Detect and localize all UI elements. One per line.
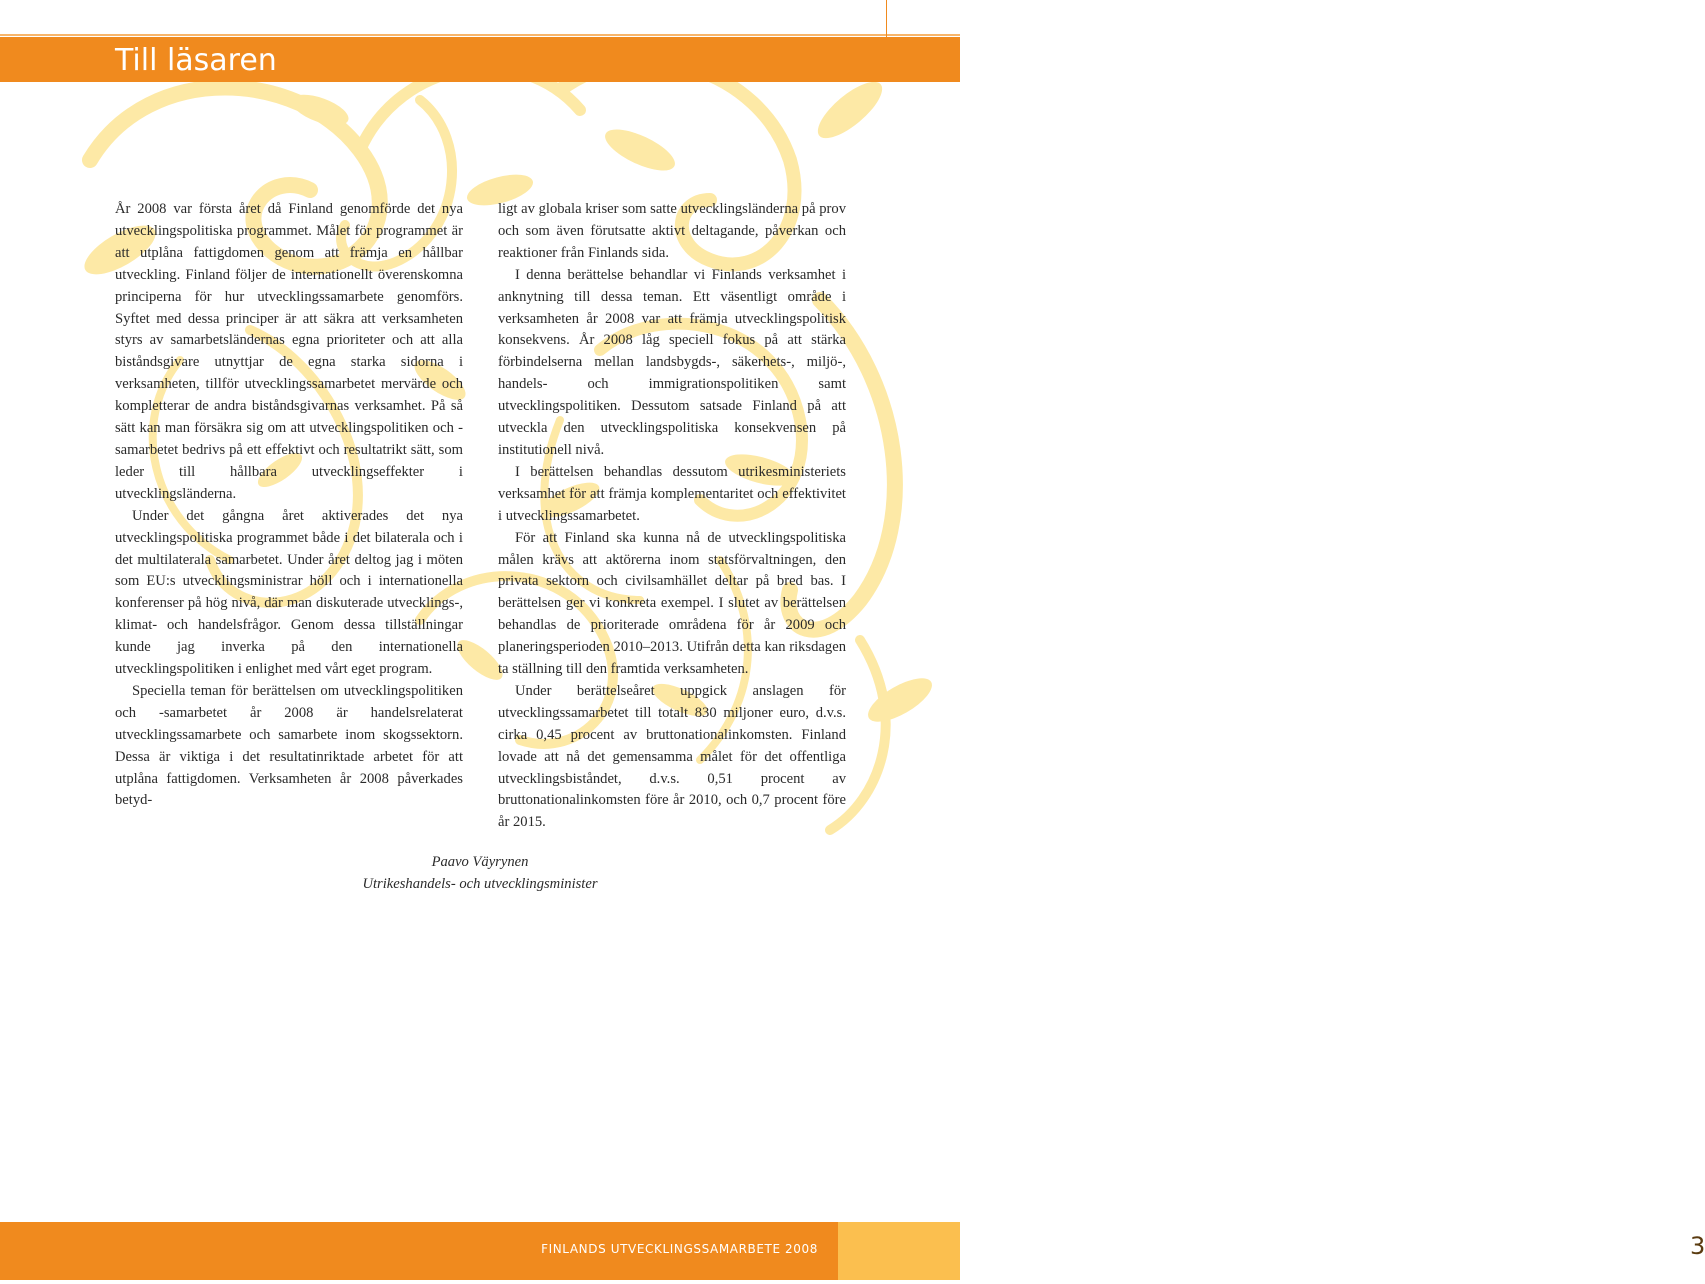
paragraph: Under berättelseåret uppgick anslagen för utvecklingssamarbetet till totalt 830 miljoner euro, d.v.s. cirka 0,45 procent av bruttonationalinkomsten. Finland lovade att nå det gemensamma målet för det offentliga utvecklingsbiståndet, d.v.s. 0,51 procent av bruttonationalinkomsten före år 2010, och 0,7 procent före år 2015. bbox=[498, 682, 846, 831]
paragraph: I denna berättelse behandlar vi Finlands verksamhet i anknytning till dessa teman. Ett väsentligt område i verksamheten år 2008 var att främja utvecklingspolitisk konsekvens. År 2008 låg speciell fokus på att stärka förbindelserna mellan landsbygds-, säkerhets-, miljö-, handels- och immigrationspolitiken samt utvecklingspolitiken. Dessutom satsade Finland på att utveckla den utvecklingspolitiska konsekvensen på institutionell nivå. bbox=[498, 266, 846, 458]
paragraph: År 2008 var första året då Finland genomförde det nya utvecklingspolitiska programmet. Målet för programmet är att utplåna fattigdomen genom att främja en hållbar utveckling. Finland följer de internationellt överenskomna principerna för hur utvecklingssamarbete genomförs. Syftet med dessa principer är att säkra att verksamheten styrs av samarbetsländernas egna prioriteter och att alla biståndsgivare utnyttjar de egna starka sidorna i verksamheten, tillför utvecklingssamarbetet mervärde och kompletterar de andra biståndsgivarnas verksamhet. På så sätt kan man försäkra sig om att utvecklingspolitiken och -samarbetet bedrivs på ett effektivt och resultatrikt sätt, som leder till hållbara utvecklingseffekter i utvecklingsländerna. bbox=[115, 201, 463, 502]
page-number-box bbox=[838, 1222, 1705, 1280]
left-column bbox=[115, 199, 463, 812]
header-vertical-rule bbox=[886, 0, 887, 37]
signature-block bbox=[300, 851, 660, 895]
paragraph: Speciella teman för berättelsen om utvecklingspolitiken och -samarbetet år 2008 är handelsrelaterat utvecklingssamarbete och samarbete inom skogssektorn. Dessa är viktiga i det resultatinriktade arbetet för att utplåna fattigdomen. Verksamheten år 2008 påverkades betyd- bbox=[115, 682, 463, 809]
footer-bar bbox=[0, 1222, 1705, 1280]
page-title: Till läsaren bbox=[115, 43, 277, 78]
paragraph: I berättelsen behandlas dessutom utrikesministeriets verksamhet för att främja komplementaritet och effektivitet i utvecklingssamarbetet. bbox=[498, 463, 846, 524]
right-column bbox=[498, 199, 846, 834]
paragraph: Under det gångna året aktiverades det nya utvecklingspolitiska programmet både i det bilaterala och i det multilaterala samarbetet. Under året deltog jag i möten som EU:s utvecklingsministrar höll och i internationella konferenser på hög nivå, där man diskuterade utvecklings-, klimat- och handelsfrågor. Genom dessa tillställningar kunde jag inverka på den internationella utvecklingspolitiken i enlighet med vårt eget program. bbox=[115, 507, 463, 678]
page-number: 3 bbox=[1690, 1232, 1705, 1260]
header-accent-line bbox=[0, 34, 960, 36]
signature-role: Utrikeshandels- och utvecklingsminister bbox=[362, 876, 598, 892]
publication-title: FINLANDS UTVECKLINGSSAMARBETE 2008 bbox=[541, 1242, 818, 1256]
signature-name: Paavo Väyrynen bbox=[431, 854, 529, 870]
paragraph: ligt av globala kriser som satte utvecklingsländerna på prov och som även förutsatte aktivt deltagande, påverkan och reaktioner från Finlands sida. bbox=[498, 201, 846, 261]
paragraph: För att Finland ska kunna nå de utvecklingspolitiska målen krävs att aktörerna inom statsförvaltningen, den privata sektorn och civilsamhället deltar på bred bas. I berättelsen ger vi konkreta exempel. I slutet av berättelsen behandlas de prioriterade områdena för år 2009 och planeringsperioden 2010–2013. Utifrån detta kan riksdagen ta ställning till den framtida verksamheten. bbox=[498, 529, 846, 678]
